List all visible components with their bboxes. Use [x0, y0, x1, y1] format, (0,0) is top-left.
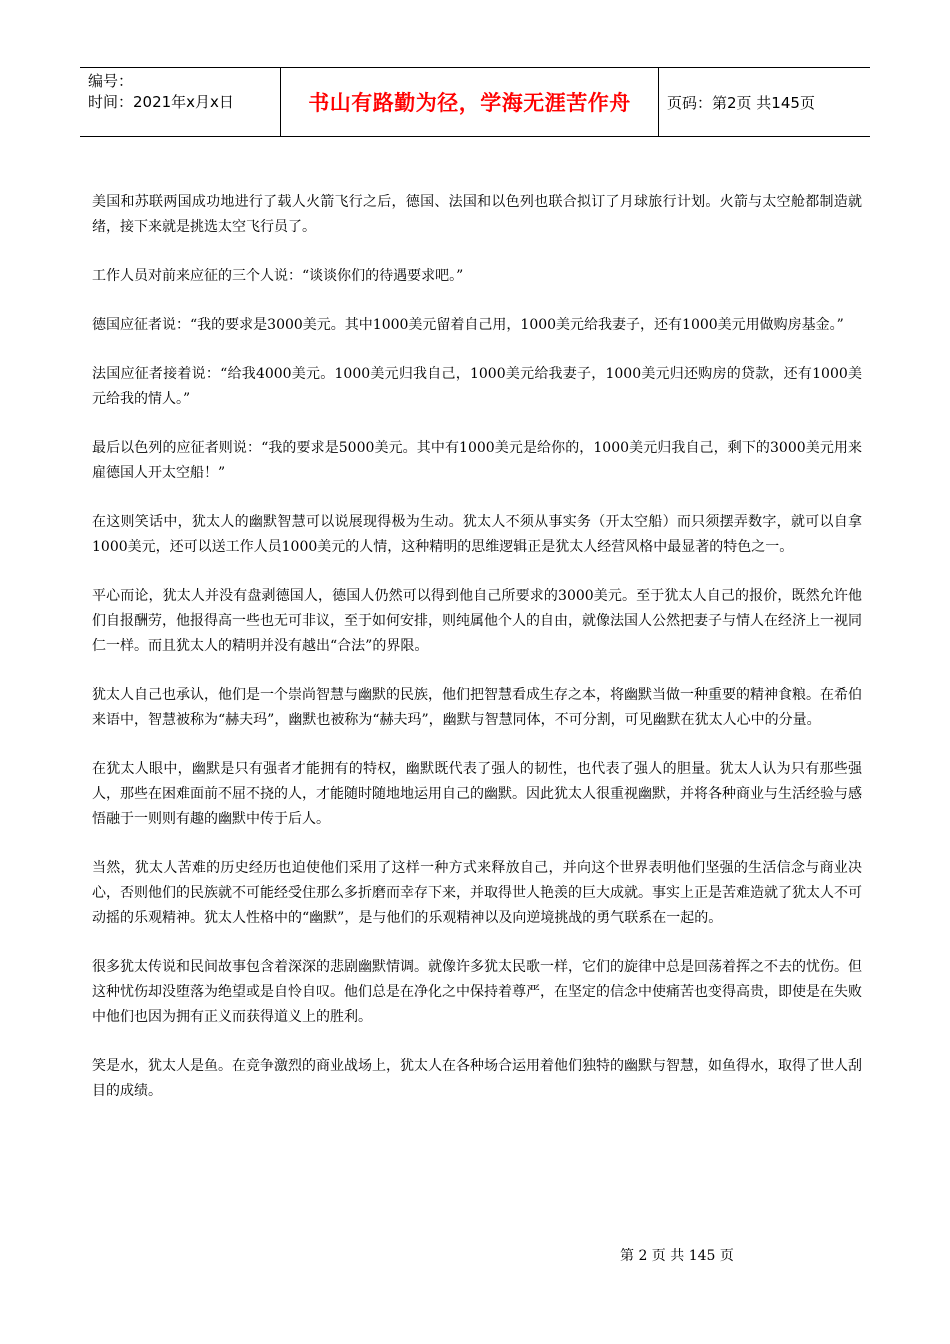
document-body: [92, 190, 862, 1128]
paragraph: 平心而论，犹太人并没有盘剥德国人，德国人仍然可以得到他自己所要求的3000美元。至于犹太人自己的报价，既然允许他们自报酬劳，他报得高一些也无可非议，至于如何安排，则纯属他个人的自由，就像法国人公然把妻子与情人在经济上一视同仁一样。而且犹太人的精明并没有越出“合法”的界限。: [92, 588, 862, 654]
header-motto: 书山有路勤为径，学海无涯苦作舟: [281, 68, 659, 136]
header-meta: [80, 68, 281, 136]
paragraph: 当然，犹太人苦难的历史经历也迫使他们采用了这样一种方式来释放自己，并向这个世界表明他们坚强的生活信念与商业决心，否则他们的民族就不可能经受住那么多折磨而幸存下来，并取得世人艳羡的巨大成就。事实上正是苦难造就了犹太人不可动摇的乐观精神。犹太人性格中的“幽默”，是与他们的乐观精神以及向逆境挑战的勇气联系在一起的。: [92, 860, 862, 926]
paragraph: 犹太人自己也承认，他们是一个崇尚智慧与幽默的民族，他们把智慧看成生存之本，将幽默当做一种重要的精神食粮。在希伯来语中，智慧被称为“赫夫玛”，幽默也被称为“赫夫玛”，幽默与智慧同体，不可分割，可见幽默在犹太人心中的分量。: [92, 687, 862, 728]
paragraph: 美国和苏联两国成功地进行了载人火箭飞行之后，德国、法国和以色列也联合拟订了月球旅行计划。火箭与太空舱都制造就绪，接下来就是挑选太空飞行员了。: [92, 194, 862, 235]
document-number: 编号：: [88, 72, 134, 90]
document-date: 时间：2021年x月x日: [88, 93, 234, 111]
paragraph: 德国应征者说：“我的要求是3000美元。其中1000美元留着自己用，1000美元给我妻子，还有1000美元用做购房基金。”: [92, 317, 844, 333]
paragraph: 法国应征者接着说：“给我4000美元。1000美元归我自己，1000美元给我妻子，1000美元归还购房的贷款，还有1000美元给我的情人。”: [92, 366, 862, 407]
paragraph: 最后以色列的应征者则说：“我的要求是5000美元。其中有1000美元是给你的，1000美元归我自己，剩下的3000美元用来雇德国人开太空船！”: [92, 440, 862, 481]
header-page-info: 页码：第2页 共145页: [667, 93, 815, 112]
paragraph: 笑是水，犹太人是鱼。在竞争激烈的商业战场上，犹太人在各种场合运用着他们独特的幽默与智慧，如鱼得水，取得了世人刮目的成绩。: [92, 1058, 862, 1099]
page-header: [80, 67, 870, 137]
paragraph: 在犹太人眼中，幽默是只有强者才能拥有的特权，幽默既代表了强人的韧性，也代表了强人的胆量。犹太人认为只有那些强人，那些在困难面前不屈不挠的人，才能随时随地地运用自己的幽默。因此犹太人很重视幽默，并将各种商业与生活经验与感悟融于一则则有趣的幽默中传于后人。: [92, 761, 862, 827]
paragraph: 工作人员对前来应征的三个人说：“谈谈你们的待遇要求吧。”: [92, 268, 464, 284]
paragraph: 很多犹太传说和民间故事包含着深深的悲剧幽默情调。就像许多犹太民歌一样，它们的旋律中总是回荡着挥之不去的忧伤。但这种忧伤却没堕落为绝望或是自怜自叹。他们总是在净化之中保持着尊严，在坚定的信念中使痛苦也变得高贵，即使是在失败中他们也因为拥有正义而获得道义上的胜利。: [92, 959, 862, 1025]
paragraph: 在这则笑话中，犹太人的幽默智慧可以说展现得极为生动。犹太人不须从事实务（开太空船）而只须摆弄数字，就可以自拿1000美元，还可以送工作人员1000美元的人情，这种精明的思维逻辑正是犹太人经营风格中最显著的特色之一。: [92, 514, 862, 555]
page-footer: 第 2 页 共 145 页: [620, 1248, 734, 1264]
